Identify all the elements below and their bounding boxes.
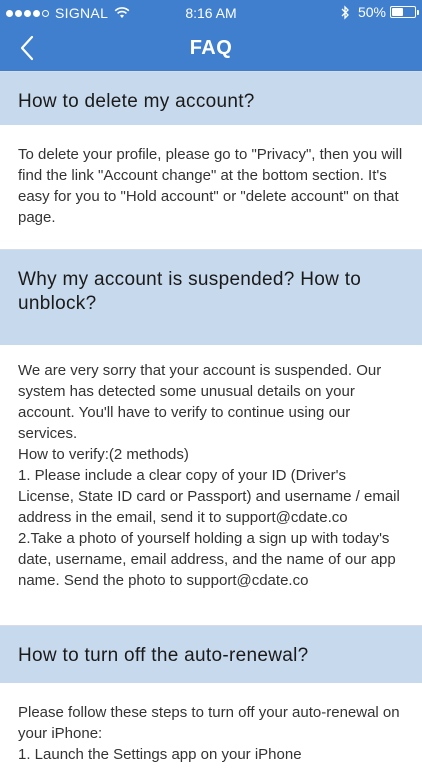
battery-fill [392,8,403,16]
faq-answer: We are very sorry that your account is suspended. Our system has detected some unusual details on your account. You'll have to verify to continue using our services. How to verify:(2 methods) 1. Please include a clear copy of your ID (Driver's License, State ID card or Passport) and username / email address in the email, send it to support@cdate.co 2.Take a photo of yourself holding a sign up with today's date, username, email address, and the name of our app name. Send the photo to support@cdate.co [0,345,422,625]
status-time: 8:16 AM [185,5,237,21]
status-bar [0,0,422,26]
carrier-name: SIGNAL [55,5,109,21]
bluetooth-icon [340,5,350,20]
battery-percentage: 50% [357,4,386,20]
faq-answer: Please follow these steps to turn off your auto-renewal on your iPhone: 1. Launch the Settings app on your iPhone [0,683,422,783]
faq-question: Why my account is suspended? How to unblock? [0,249,422,345]
navigation-bar [0,26,422,71]
faq-question: How to delete my account? [0,71,422,125]
faq-answer: To delete your profile, please go to "Privacy", then you will find the link "Account change" at the bottom section. It's easy for you to "Hold account" or "delete account" on that page. [0,125,422,249]
page-title: FAQ [189,37,233,59]
faq-question: How to turn off the auto-renewal? [0,625,422,683]
battery-icon [390,6,416,18]
status-bar-right [340,4,416,20]
faq-list[interactable] [0,71,422,763]
